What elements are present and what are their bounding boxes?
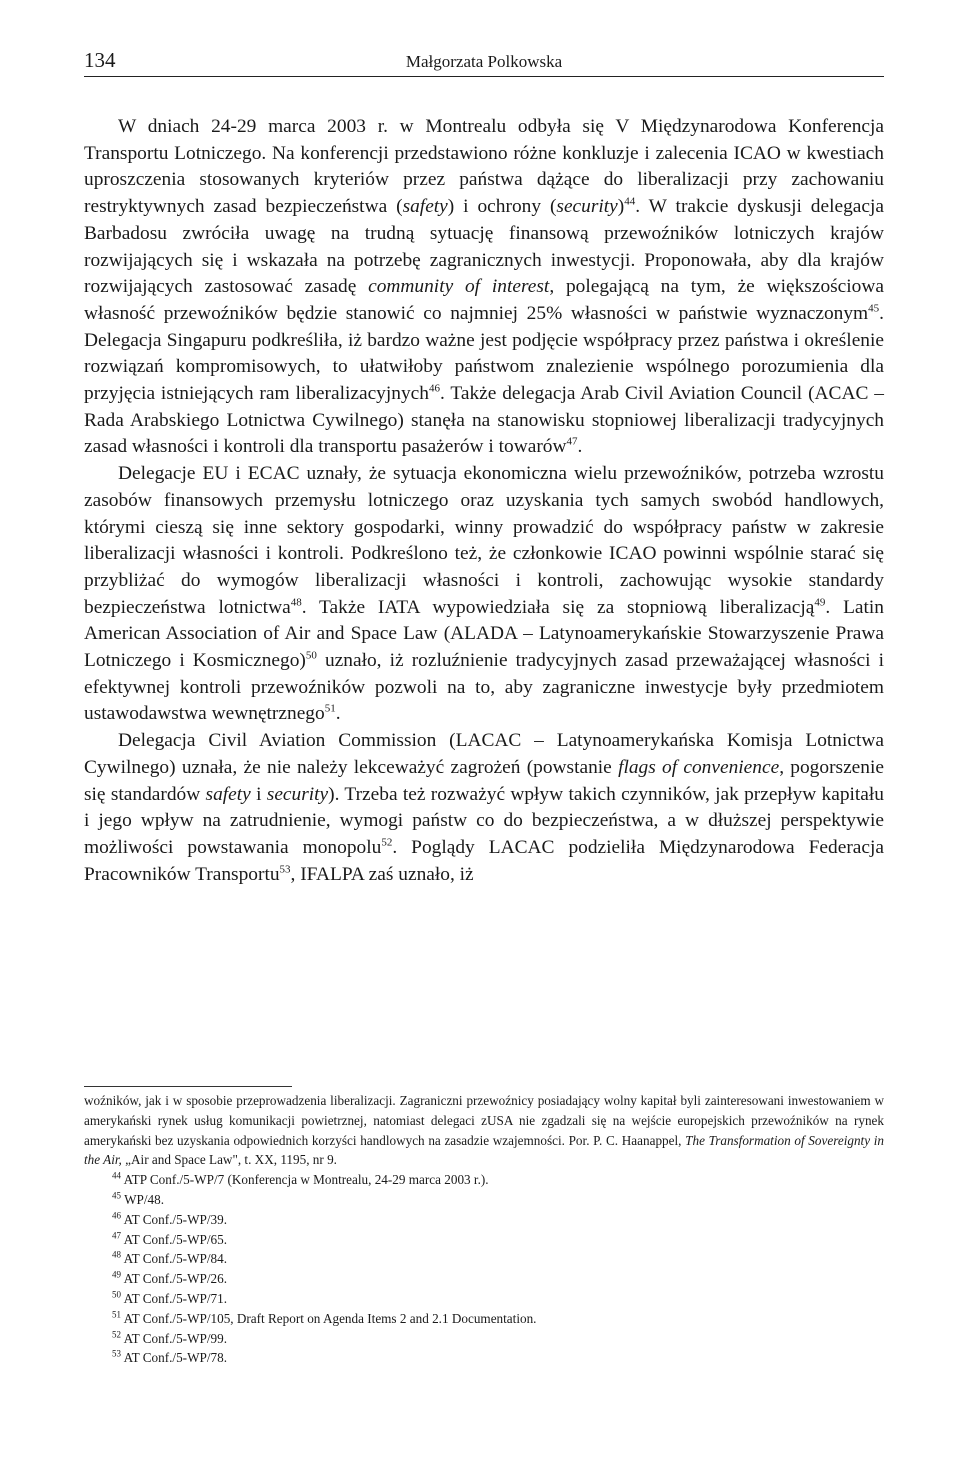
footnote-item	[84, 1269, 884, 1289]
footnote-item	[84, 1230, 884, 1250]
italic-term: security	[556, 196, 618, 218]
footnote-number: 49	[112, 1269, 121, 1280]
footnote-number: 45	[112, 1190, 121, 1201]
footnote-number: 52	[112, 1329, 121, 1340]
footnote-continuation	[84, 1091, 884, 1170]
text-run: , pogorszenie się standardów	[84, 756, 884, 805]
footnote-text: ATP Conf./5-WP/7 (Konferencja w Montrealu, 24-29 marca 2003 r.).	[123, 1172, 489, 1188]
text-run: woźników, jak i w sposobie przeprowadzenia liberalizacji. Zagraniczni przewoźnicy posiadający wolny kapitał byli zainteresowani inwestowaniem w amerykański rynek usług komunikacji powietrznej, natomiast delegaci zUSA nie zgadzali się na wejście europejskich przewoźników na rynek amerykański bez uzyskania odpowiednich korzyści handlowych na zasadzie wzajemności. Por. P. C. Haanappel,	[84, 1093, 884, 1148]
footnotes	[84, 1091, 884, 1368]
page-header	[84, 44, 884, 77]
text-run: , polegającą na tym, że większościowa własność przewoźników będzie stanowić co najmniej 25% własności w państwie wyznaczonym	[84, 276, 884, 324]
text-run: ). Trzeba też rozważyć wpływ takich czynników, jak przepływ kapitału i jego wpływ na zatrudnienie, wymogi państw co do bezpieczeństwa, a w dłuższej perspektywie możliwości powstawania monopolu	[84, 783, 884, 858]
paragraph-3	[84, 728, 884, 888]
footnote-item	[84, 1249, 884, 1269]
footnote-item	[84, 1289, 884, 1309]
text-run: Delegacja Civil Aviation Commission (LACAC – Latynoamerykańska Komisja Lotnictwa Cywilnego) uznała, że nie należy lekceważyć zagrożeń (powstanie	[84, 730, 884, 778]
footnote-ref: 51	[324, 703, 336, 715]
footnote-number: 44	[112, 1170, 121, 1181]
footnote-text: WP/48.	[124, 1191, 164, 1207]
footnote-item	[84, 1329, 884, 1349]
italic-term: security	[266, 783, 329, 805]
text-run: . Także IATA wypowiedziała się za stopniową liberalizacją	[301, 596, 815, 618]
footnote-text: AT Conf./5-WP/99.	[123, 1330, 228, 1346]
footnote-ref: 49	[814, 596, 826, 609]
italic-term: community of interest	[368, 276, 550, 298]
footnote-text: AT Conf./5-WP/105, Draft Report on Agenda Items 2 and 2.1 Documentation.	[123, 1310, 537, 1326]
footnote-ref: 44	[624, 195, 636, 208]
paragraph-1	[84, 114, 884, 461]
footnote-text: AT Conf./5-WP/39.	[123, 1211, 228, 1227]
text-run: . Także delegacja Arab Civil Aviation Council (ACAC – Rada Arabskiego Lotnictwa Cywilnego) stanęła na stanowisku stopniowej liberalizacji tradycyjnych zasad własności i kontroli dla transportu pasażerów i towarów	[84, 383, 884, 458]
footnote-text: AT Conf./5-WP/78.	[123, 1350, 228, 1366]
footnote-ref: 46	[428, 382, 440, 395]
footnote-item	[84, 1170, 884, 1190]
text-run: W dniach 24-29 marca 2003 r. w Montrealu odbyła się V Międzynarodowa Konferencja Transportu Lotniczego. Na konferencji przedstawiono różne konkluzje i zalecenia ICAO w kwestiach uproszczenia stosowanych kryteriów przez państwa dążące do liberalizacji przy zachowaniu restryktywnych zasad bezpieczeństwa (	[84, 116, 884, 218]
main-text	[84, 114, 884, 888]
text-run: Delegacje EU i ECAC uznały, że sytuacja ekonomiczna wielu przewoźników, potrzeba wzrostu zasobów finansowych przemysłu lotniczego oraz uzyskania tych samych swobód handlowych, którymi cieszą się inne sektory gospodarki, winny prowadzić do współpracy państw w zakresie liberalizacji własności i kontroli. Podkreślono też, że członkowie ICAO powinni wspólnie starać się przybliżać do wymogów liberalizacji własności i kontroli, zachowując wysokie standardy bezpieczeństwa lotnictwa	[84, 463, 884, 618]
text-run: )	[617, 196, 625, 218]
italic-term: flags of convenience	[618, 756, 780, 778]
running-head-author: Małgorzata Polkowska	[405, 52, 563, 71]
footnote-number: 50	[112, 1289, 121, 1300]
footnote-ref: 53	[279, 863, 291, 876]
footnote-ref: 50	[305, 649, 317, 662]
footnote-item	[84, 1309, 884, 1329]
footnote-number: 53	[112, 1348, 121, 1359]
footnote-text: AT Conf./5-WP/26.	[123, 1271, 228, 1287]
footnote-separator	[84, 1086, 292, 1087]
footnote-number: 48	[112, 1249, 121, 1260]
footnote-number: 51	[112, 1309, 121, 1320]
footnote-number: 47	[112, 1230, 121, 1241]
footnote-text: AT Conf./5-WP/84.	[123, 1251, 228, 1267]
footnote-text: AT Conf./5-WP/65.	[123, 1231, 228, 1247]
footnote-ref: 45	[868, 302, 880, 315]
text-run: .	[335, 703, 341, 725]
text-run: . W trakcie dyskusji delegacja Barbadosu zwróciła uwagę na trudną sytuację finansową przewoźników lotniczych krajów rozwijających się i wskazała na potrzebę zagranicznych inwestycji. Proponowała, aby dla krajów rozwijających zastosować zasadę	[84, 196, 884, 298]
footnote-ref: 52	[381, 836, 393, 849]
page-number: 134	[84, 48, 116, 72]
italic-title: The Transformation of Sovereignty in the Air,	[84, 1132, 885, 1168]
footnote-ref: 47	[566, 435, 578, 448]
text-run: ) i ochrony (	[447, 196, 557, 218]
text-run: i	[250, 783, 267, 805]
text-run: , IFALPA zaś uznało, iż	[290, 863, 474, 885]
text-run: uznało, iż rozluźnienie tradycyjnych zasad przeważającej własności i efektywnej kontroli przewoźników pozwoli na to, aby zagraniczne inwestycje były przedmiotem ustawodawstwa wewnętrznego	[84, 650, 884, 725]
text-run: . Latin American Association of Air and Space Law (ALADA – Latynoamerykańskie Stowarzyszenie Prawa Lotniczego i Kosmicznego)	[84, 596, 884, 672]
footnote-item	[84, 1348, 884, 1368]
text-run: „Air and Space Law", t. XX, 1195, nr 9.	[121, 1152, 337, 1168]
italic-term: safety	[402, 196, 448, 218]
text-run: .	[577, 436, 583, 458]
italic-term: safety	[205, 783, 251, 805]
footnote-text: AT Conf./5-WP/71.	[123, 1290, 228, 1306]
paragraph-2	[84, 461, 884, 728]
text-run: . Poglądy LACAC podzieliła Międzynarodowa Federacja Pracowników Transportu	[84, 836, 884, 885]
footnote-number: 46	[112, 1210, 121, 1221]
footnote-list	[84, 1170, 884, 1368]
text-run: . Delegacja Singapuru podkreśliła, iż bardzo ważne jest podjęcie współpracy przez państwa i określenie rozwiązań kompromisowych, to ułatwiłoby państwom znalezienie wspólnego porozumienia dla przyjęcia istniejących ram liberalizacyjnych	[84, 302, 884, 405]
footnote-item	[84, 1210, 884, 1230]
footnote-ref: 48	[290, 596, 302, 609]
footnote-item	[84, 1190, 884, 1210]
